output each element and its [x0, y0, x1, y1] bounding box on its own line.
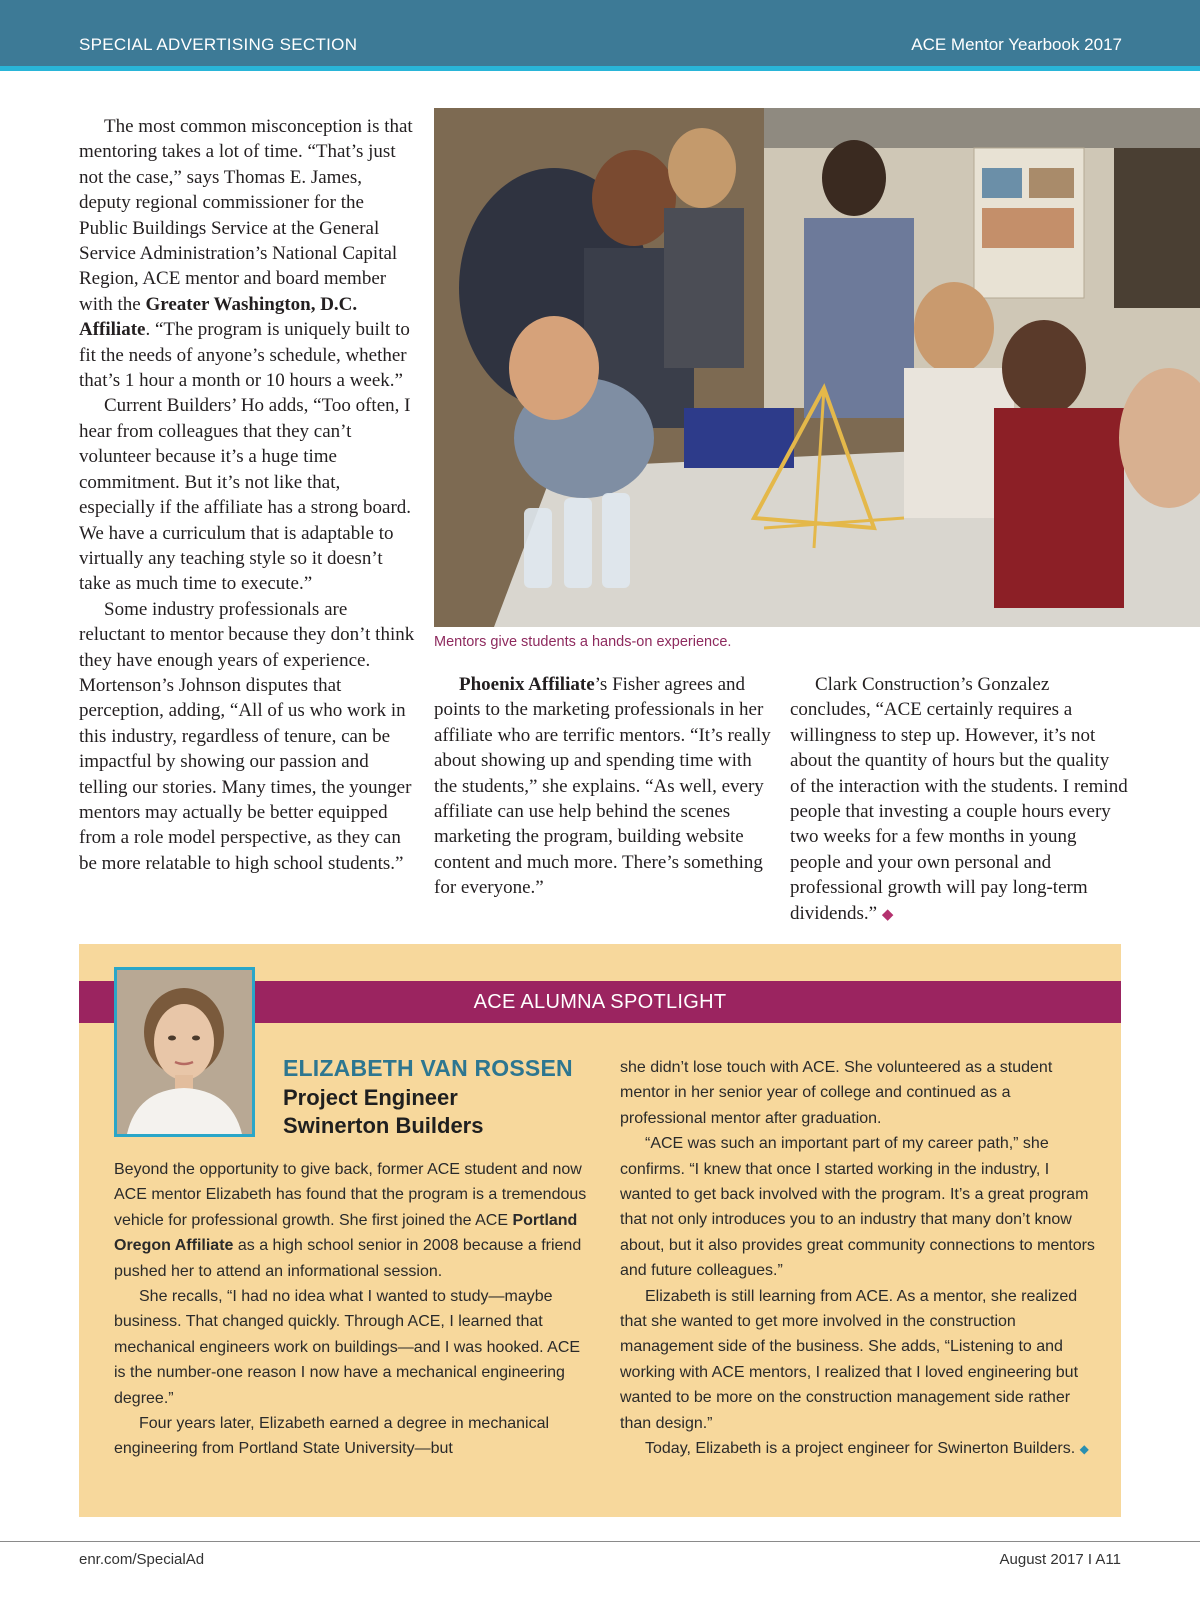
spotlight-paragraph: She recalls, “I had no idea what I wanted to study—maybe business. That changed quickly. Through ACE, I learned that mechanical engineers work on buildings—and I was hooked. ACE is the number-one reason I now have a mechanical engineering degree.” — [114, 1288, 581, 1407]
photo-caption: Mentors give students a hands-on experience. — [434, 634, 732, 650]
alumna-role: Project Engineer — [283, 1085, 458, 1110]
section-label: SPECIAL ADVERTISING SECTION — [79, 35, 358, 54]
article-paragraph: Some industry professionals are reluctant to mentor because they don’t think they have enough years of experience. Mortenson’s Johnson disputes that perception, adding, “All of us who work in this industry, regardless of tenure, can be impactful by showing our passion and telling our stories. Many times, the younger mentors may actually be better equipped from a role model perspective, as they can be more relatable to high school students.” — [79, 598, 415, 874]
end-of-spotlight-mark: ◆ — [1079, 1442, 1089, 1457]
spotlight-paragraph: Four years later, Elizabeth earned a degree in mechanical engineering from Portland State University—but — [114, 1415, 550, 1458]
alumna-role-block — [283, 1084, 483, 1140]
page-header — [0, 0, 1200, 66]
article-paragraph: The most common misconception is that mentoring takes a lot of time. “That’s just not the case,” says Thomas E. James, deputy regional commissioner for the Public Buildings Service at the General Service Administration’s National Capital Region, ACE mentor and board member with the Greater Washington, D.C. Affiliate. “The program is uniquely built to fit the needs of anyone’s schedule, whether that’s 1 hour a month or 10 hours a week.” — [79, 116, 413, 392]
end-of-article-mark: ◆ — [881, 906, 894, 923]
spotlight-paragraph: “ACE was such an important part of my career path,” she confirms. “I knew that once I started working in the industry, I wanted to get back involved with the program. It’s a great program that not only introduces you to an industry that many don’t know about, but it also provides great community connections to mentors and future colleagues.” — [620, 1135, 1095, 1280]
article-middle-column — [434, 672, 772, 901]
spotlight-paragraph: Elizabeth is still learning from ACE. As a mentor, she realized that she wanted to get more involved in the construction management side of the business. She adds, “Listening to and working with ACE mentors, I realized that I loved engineering but wanted to be more on the construction management side rather than design.” — [620, 1287, 1079, 1432]
alumna-name: ELIZABETH VAN ROSSEN — [283, 1055, 573, 1081]
spotlight-paragraph: Today, Elizabeth is a project engineer for Swinerton Builders. ◆ — [645, 1440, 1089, 1458]
footer-url: enr.com/SpecialAd — [79, 1551, 205, 1568]
spotlight-paragraph: she didn’t lose touch with ACE. She volunteered as a student mentor in her senior year of college and continued as a professional mentor after graduation. — [620, 1059, 1053, 1127]
article-paragraph: Clark Construction’s Gonzalez concludes, “ACE certainly requires a willingness to step up. However, it’s not about the quantity of hours but the quality of the interaction with the students. I remind people that investing a couple hours every two weeks for a few months in young people and your own personal and professional growth will pay long-term dividends.” ◆ — [790, 674, 1128, 924]
mentoring-photo — [434, 108, 1200, 627]
affiliate-name: Phoenix Affiliate — [459, 674, 595, 695]
alumna-company: Swinerton Builders — [283, 1113, 484, 1138]
footer-issue: August 2017 I A11 — [999, 1551, 1121, 1568]
affiliate-name: Portland Oregon Affiliate — [114, 1211, 578, 1255]
article-right-column — [790, 672, 1128, 928]
affiliate-name: Greater Washington, D.C. Affiliate — [79, 293, 358, 341]
spotlight-paragraph: Beyond the opportunity to give back, former ACE student and now ACE mentor Elizabeth has found that the program is a tremendous vehicle for professional growth. She first joined the ACE Portland Oregon Affiliate as a high school senior in 2008 because a friend pushed her to attend an informational session. — [114, 1161, 587, 1280]
spotlight-title: ACE ALUMNA SPOTLIGHT — [473, 991, 727, 1013]
header-stripe — [0, 66, 1200, 71]
spotlight-left-column — [114, 1157, 592, 1462]
spotlight-right-column — [620, 1055, 1100, 1463]
publication-title: ACE Mentor Yearbook 2017 — [911, 35, 1122, 54]
article-paragraph: Current Builders’ Ho adds, “Too often, I hear from colleagues that they can’t volunteer because it’s a huge time commitment. But it’s not like that, especially if the affiliate has a strong board. We have a curriculum that is adaptable to virtually any teaching style so it doesn’t take as much time to execute.” — [79, 395, 412, 595]
article-left-column — [79, 114, 417, 876]
alumna-portrait — [114, 967, 255, 1137]
article-paragraph: Phoenix Affiliate’s Fisher agrees and points to the marketing professionals in her affiliate who are terrific mentors. “It’s really about showing up and spending time with the students,” she explains. “As well, every affiliate can use help behind the scenes marketing the program, building website content and much more. There’s something for everyone.” — [434, 674, 771, 899]
footer-divider — [0, 1541, 1200, 1542]
